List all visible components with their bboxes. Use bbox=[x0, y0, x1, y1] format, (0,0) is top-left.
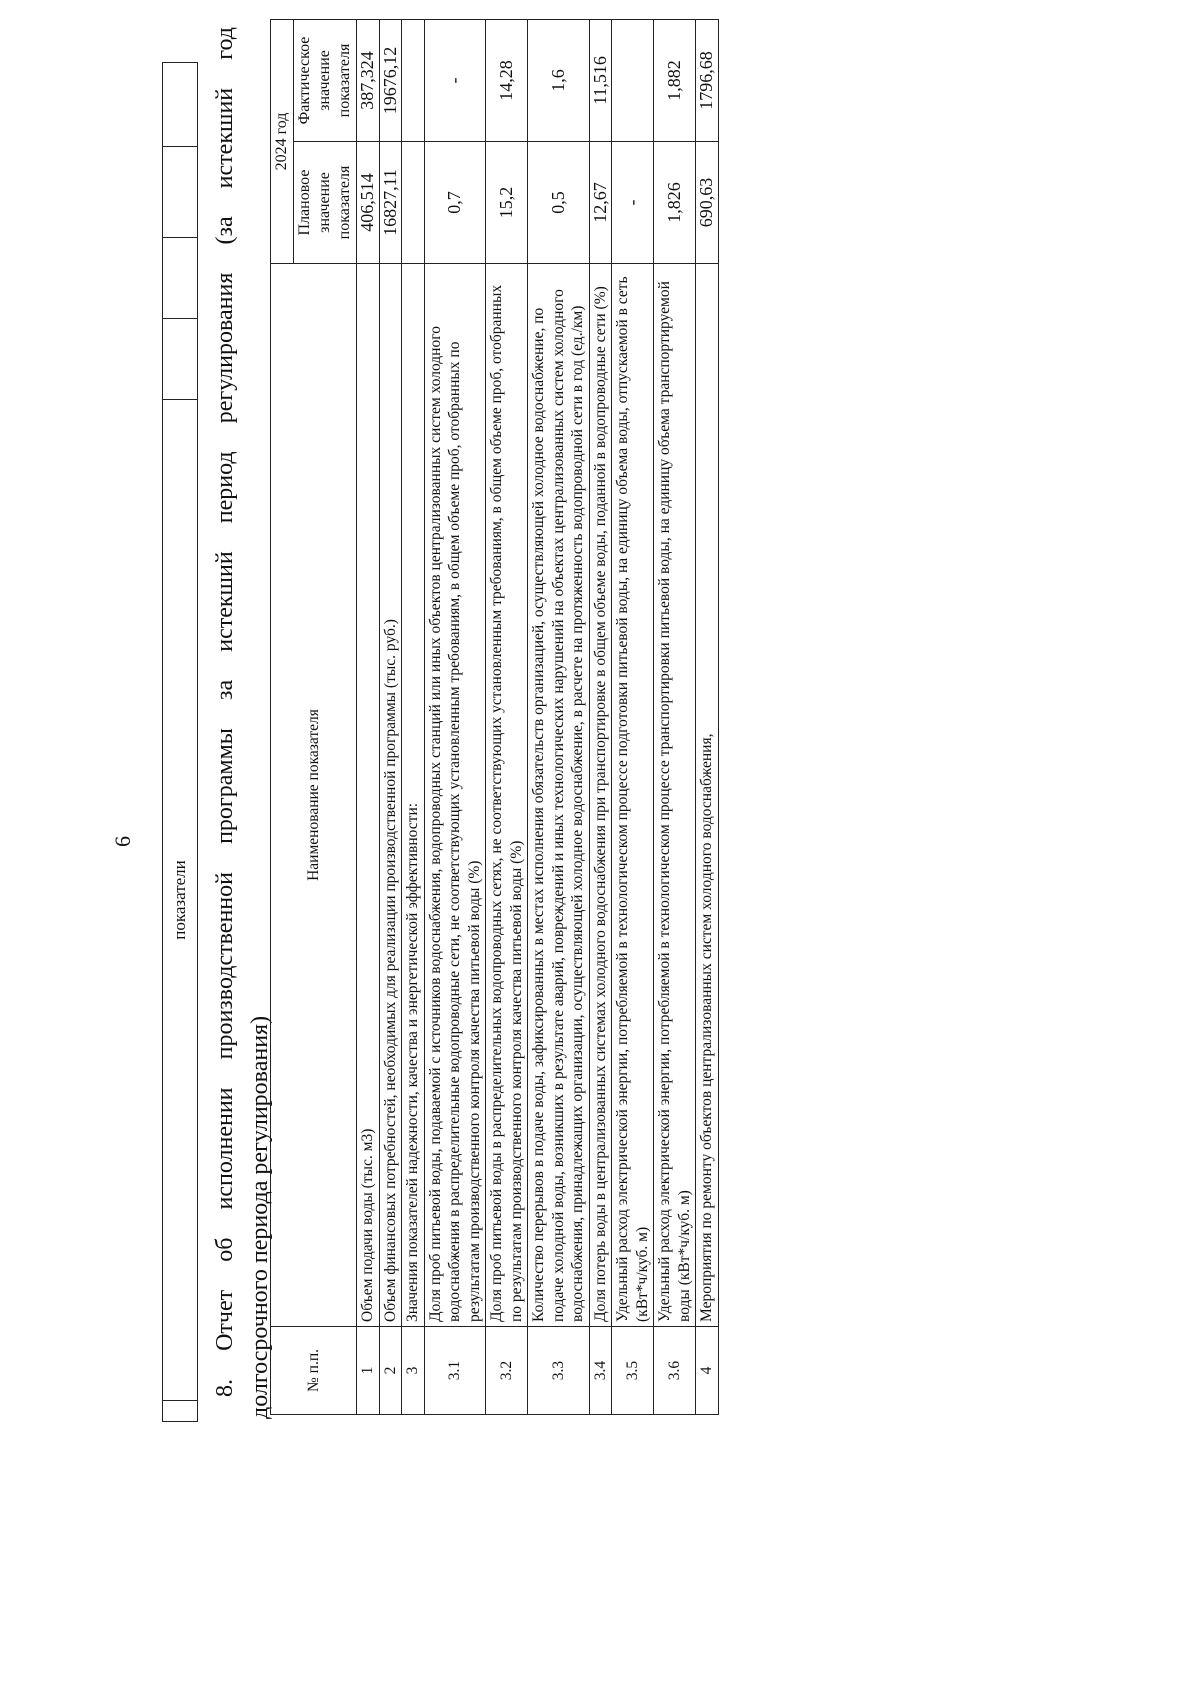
section-title-continued: долгосрочного периода регулирования) bbox=[247, 1015, 273, 1419]
fact-value: 1,882 bbox=[654, 20, 696, 142]
row-number: 3 bbox=[402, 1327, 425, 1415]
column-header-fact: Фактическое значение показателя bbox=[294, 20, 357, 142]
prev-cell bbox=[163, 238, 198, 319]
plan-value bbox=[402, 142, 425, 264]
row-number: 3.1 bbox=[424, 1327, 486, 1415]
plan-value: 406,514 bbox=[357, 142, 380, 264]
row-number: 4 bbox=[696, 1327, 719, 1415]
plan-value: 1,826 bbox=[654, 142, 696, 264]
table-row bbox=[528, 20, 590, 1415]
fact-value: 387,324 bbox=[357, 20, 380, 142]
plan-value: 690,63 bbox=[696, 142, 719, 264]
prev-cell bbox=[163, 147, 198, 238]
fact-value: 1,6 bbox=[528, 20, 590, 142]
row-number: 1 bbox=[357, 1327, 380, 1415]
row-number: 3.5 bbox=[612, 1327, 654, 1415]
section-title: 8. Отчет об исполнении производственной программы за истекший период регулирования (за истекший год bbox=[212, 27, 238, 1397]
plan-value: 12,67 bbox=[589, 142, 612, 264]
table-row bbox=[486, 20, 528, 1415]
table-row bbox=[379, 20, 402, 1415]
page-number: 6 bbox=[110, 836, 135, 847]
indicator-name: Значения показателей надежности, качества и энергетической эффективности: bbox=[402, 264, 425, 1327]
plan-value: 16827,11 bbox=[379, 142, 402, 264]
indicator-name: Удельный расход электрической энергии, потребляемой в технологическом процессе подготовки питьевой воды, на единицу объема воды, отпускаемой в сеть (кВт*ч/куб. м) bbox=[612, 264, 654, 1327]
indicator-name: Доля проб питьевой воды, подаваемой с источников водоснабжения, водопроводных станций или иных объектов централизованных систем холодного водоснабжения в распределительные водопроводные сети, не соответствующих установленным требованиям, в общем объеме проб, отобранных по результатам производственного контроля качества питьевой воды (%) bbox=[424, 264, 486, 1327]
table-row bbox=[402, 20, 425, 1415]
table-row bbox=[612, 20, 654, 1415]
fact-value: 1796,68 bbox=[696, 20, 719, 142]
indicator-name: Удельный расход электрической энергии, потребляемой в технологическом процессе транспортировки питьевой воды, на единицу объема транспортируемой воды (кВт*ч/куб. м) bbox=[654, 264, 696, 1327]
column-header-year: 2024 год bbox=[271, 20, 294, 264]
indicator-name: Количество перерывов в подаче воды, зафиксированных в местах исполнения обязательств организацией, осуществляющей холодное водоснабжение, по подаче холодной воды, возникших в результате аварий, повреждений и иных технологических нарушений на объектах централизованных систем холодного водоснабжения, принадлежащих организации, осуществляющей холодное водоснабжение, в расчете на протяженность водопроводной сети в год (ед./км) bbox=[528, 264, 590, 1327]
fact-value: 14,28 bbox=[486, 20, 528, 142]
column-header-name: Наименование показателя bbox=[271, 264, 357, 1327]
prev-cell: показатели bbox=[163, 400, 198, 1401]
prev-cell bbox=[163, 1401, 198, 1422]
indicator-name: Доля проб питьевой воды в распределительных водопроводных сетях, не соответствующих установленным требованиям, в общем объеме проб, отобранных по результатам производственного контроля качества питьевой воды (%) bbox=[486, 264, 528, 1327]
table-row bbox=[357, 20, 380, 1415]
prev-cell bbox=[163, 319, 198, 400]
row-number: 2 bbox=[379, 1327, 402, 1415]
table-row bbox=[654, 20, 696, 1415]
column-header-num: № п.п. bbox=[271, 1327, 357, 1415]
plan-value: 0,7 bbox=[424, 142, 486, 264]
plan-value: - bbox=[612, 142, 654, 264]
table-row bbox=[696, 20, 719, 1415]
table-row bbox=[589, 20, 612, 1415]
column-header-plan: Плановое значение показателя bbox=[294, 142, 357, 264]
fact-value bbox=[612, 20, 654, 142]
production-program-report-table bbox=[270, 19, 719, 1415]
table-row bbox=[424, 20, 486, 1415]
plan-value: 15,2 bbox=[486, 142, 528, 264]
row-number: 3.3 bbox=[528, 1327, 590, 1415]
previous-table-fragment bbox=[162, 62, 198, 1422]
fact-value bbox=[402, 20, 425, 142]
indicator-name: Мероприятия по ремонту объектов централизованных систем холодного водоснабжения, bbox=[696, 264, 719, 1327]
row-number: 3.6 bbox=[654, 1327, 696, 1415]
fact-value: - bbox=[424, 20, 486, 142]
plan-value: 0,5 bbox=[528, 142, 590, 264]
row-number: 3.4 bbox=[589, 1327, 612, 1415]
row-number: 3.2 bbox=[486, 1327, 528, 1415]
indicator-name: Доля потерь воды в централизованных системах холодного водоснабжения при транспортировке в общем объеме воды, поданной в водопроводные сети (%) bbox=[589, 264, 612, 1327]
indicator-name: Объем финансовых потребностей, необходимых для реализации производственной программы (тыс. руб.) bbox=[379, 264, 402, 1327]
fact-value: 11,516 bbox=[589, 20, 612, 142]
fact-value: 19676,12 bbox=[379, 20, 402, 142]
prev-cell bbox=[163, 63, 198, 147]
indicator-name: Объем подачи воды (тыс. м3) bbox=[357, 264, 380, 1327]
table-header-row bbox=[271, 20, 294, 1415]
